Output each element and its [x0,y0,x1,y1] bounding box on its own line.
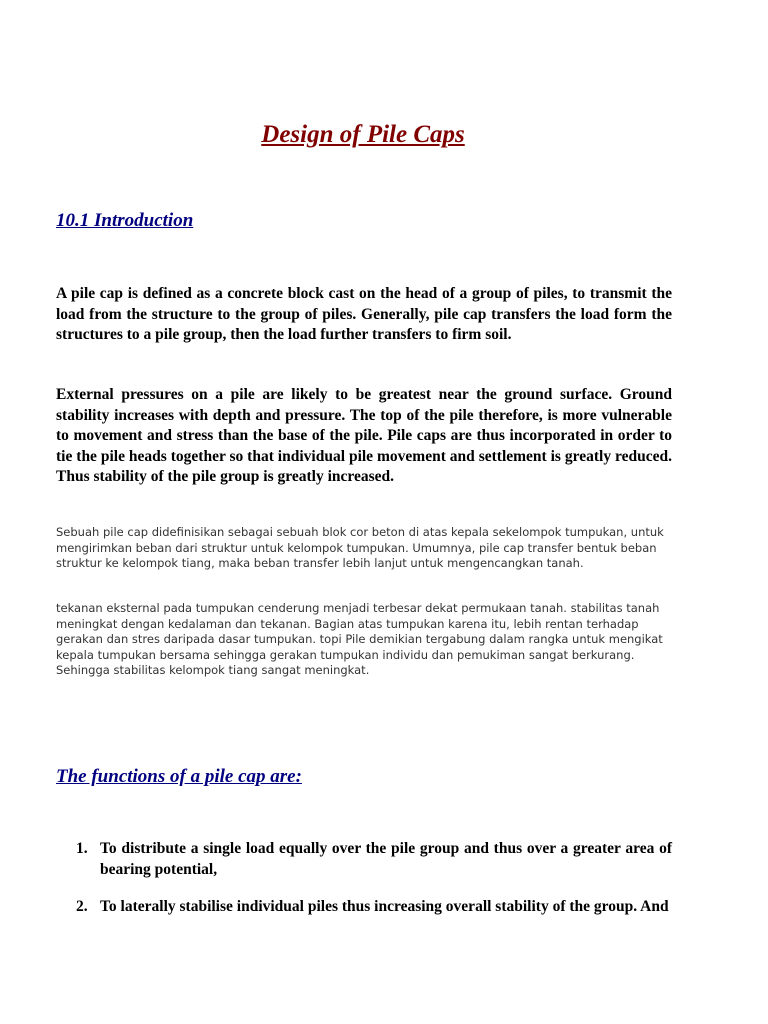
section-heading-introduction: 10.1 Introduction [56,210,194,231]
list-item [56,896,672,917]
paragraph-pile-cap-definition: A pile cap is defined as a concrete block cast on the head of a group of piles, to transmit the load from the structure to the group of piles. Generally, pile cap transfers the load form the structures to a pile group, then the load further transfers to firm soil. [56,285,672,343]
functions-list [56,838,672,933]
paragraph-translation-pressures: tekanan eksternal pada tumpukan cenderung menjadi terbesar dekat permukaan tanah. stabilitas tanah meningkat dengan kedalaman dan tekanan. Bagian atas tumpukan karena itu, lebih rentan terhadap gerakan dan stres daripada dasar tumpukan. topi Pile demikian tergabung dalam rangka untuk mengikat kepala tumpukan bersama sehingga gerakan tumpukan individu dan pemukiman sangat berkurang. Sehingga stabilitas kelompok tiang sangat meningkat. [56,601,663,678]
paragraph-external-pressures: External pressures on a pile are likely to be greatest near the ground surface. Ground stability increases with depth and pressure. The top of the pile therefore, is more vulnerable to movement and stress than the base of the pile. Pile caps are thus incorporated in order to tie the pile heads together so that individual pile movement and settlement is greatly reduced. Thus stability of the pile group is greatly increased. [56,386,672,485]
paragraph-translation-definition: Sebuah pile cap didefinisikan sebagai sebuah blok cor beton di atas kepala sekelompok tumpukan, untuk mengirimkan beban dari struktur untuk kelompok tumpukan. Umumnya, pile cap transfer bentuk beban struktur ke kelompok tiang, maka beban transfer lebih lanjut untuk mengencangkan tanah. [56,525,664,571]
list-item-text: To distribute a single load equally over the pile group and thus over a greater area of bearing potential, [100,840,672,878]
list-item-number: 2. [76,898,88,915]
section-heading-functions: The functions of a pile cap are: [56,766,302,787]
document-title: Design of Pile Caps [261,121,465,148]
list-item [56,838,672,880]
list-item-text: To laterally stabilise individual piles thus increasing overall stability of the group. And [100,898,669,915]
list-item-number: 1. [76,840,88,857]
